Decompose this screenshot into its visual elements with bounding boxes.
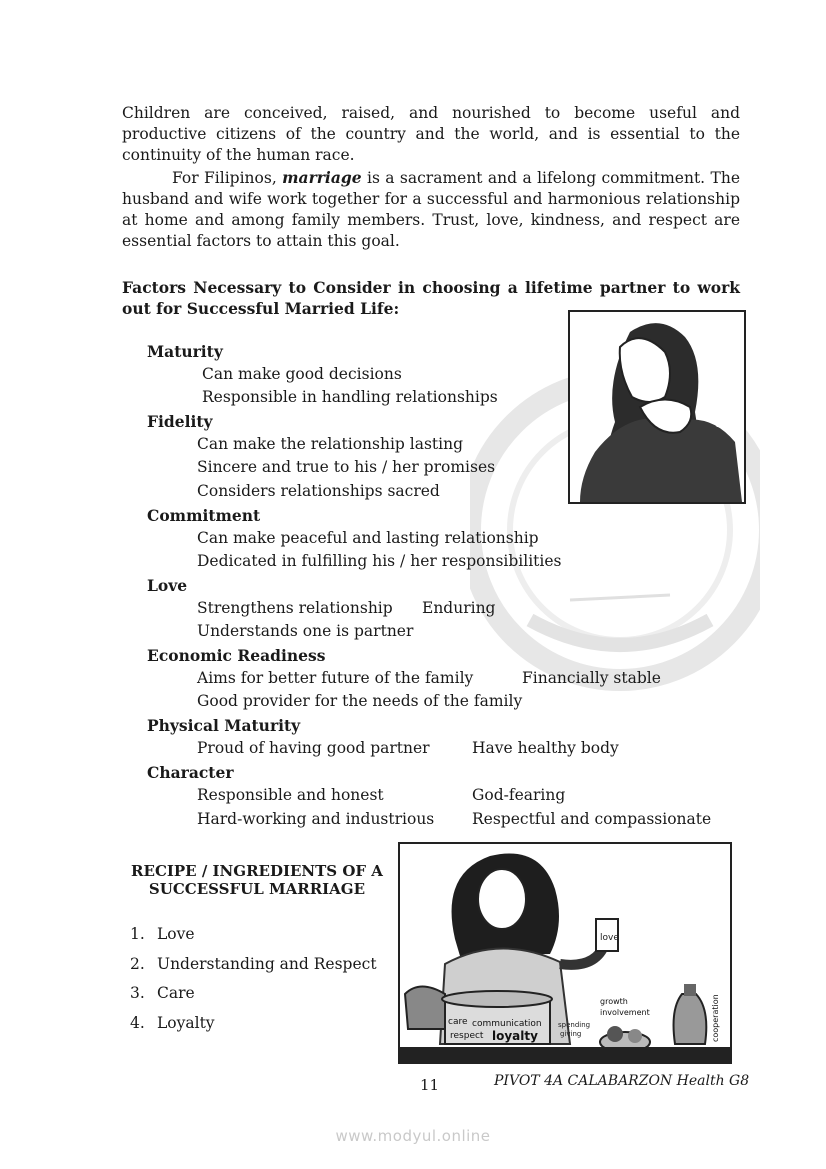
commitment-item: Can make peaceful and lasting relationship	[197, 529, 539, 547]
cooking-illustration	[398, 842, 732, 1064]
economic-item: Good provider for the needs of the family	[197, 692, 523, 710]
item-number: 4.	[130, 1014, 145, 1032]
fidelity-item: Can make the relationship lasting	[197, 435, 464, 453]
page-number: 11	[420, 1076, 440, 1094]
cooperation-label: cooperation	[711, 994, 720, 1042]
factors-heading: Factors Necessary to Consider in choosing a lifetime partner to work out for Successful Married Life:	[122, 278, 740, 318]
intro-paragraph-2	[122, 167, 740, 252]
couple-illustration	[568, 310, 746, 504]
love-item: Enduring	[422, 599, 496, 617]
fidelity-item: Considers relationships sacred	[197, 482, 440, 500]
physical-item: Have healthy body	[472, 739, 619, 757]
character-item: Hard-working and industrious	[197, 810, 435, 828]
pot-communication-label: communication	[472, 1019, 542, 1029]
maturity-item: Responsible in handling relationships	[202, 388, 498, 406]
factor-title-maturity: Maturity	[147, 342, 223, 361]
intro-paragraph-1: Children are conceived, raised, and nourished to become useful and productive citizens of the country and the world, and is essential to the continuity of the human race.	[122, 104, 740, 164]
factor-title-character: Character	[147, 763, 234, 782]
footer-series: PIVOT 4A CALABARZON Health G8	[494, 1073, 750, 1089]
para2-start: For Filipinos,	[172, 169, 277, 187]
item-label: Understanding and Respect	[157, 955, 377, 973]
recipe-title	[122, 862, 392, 898]
character-item: God-fearing	[472, 786, 566, 804]
recipe-item	[130, 955, 377, 973]
couple-drawing	[570, 312, 744, 502]
love-item: Strengthens relationship	[197, 599, 393, 617]
economic-item: Financially stable	[522, 669, 661, 687]
spoon-label: spending	[558, 1021, 591, 1029]
pot-loyalty-label: loyalty	[492, 1029, 538, 1043]
commitment-item: Dedicated in fulfilling his / her responsibilities	[197, 552, 562, 570]
item-label: Loyalty	[157, 1014, 215, 1032]
item-number: 2.	[130, 955, 145, 973]
para2-rest: is a sacrament and a lifelong commitment. The husband and wife work together for a successful and harmonious relationship at home and among family members. Trust, love, kindness, and respect are essential factors to attain this goal.	[122, 169, 740, 250]
factor-title-fidelity: Fidelity	[147, 412, 213, 431]
cooking-drawing	[400, 844, 730, 1062]
recipe-item	[130, 984, 195, 1002]
character-item: Responsible and honest	[197, 786, 384, 804]
item-number: 3.	[130, 984, 145, 1002]
pot-care-label: care	[448, 1017, 468, 1027]
factor-title-commitment: Commitment	[147, 506, 261, 525]
jar-label: love	[600, 933, 619, 943]
spoon2-label: giving	[560, 1030, 582, 1038]
marriage-term: marriage	[282, 168, 362, 187]
recipe-item	[130, 925, 195, 943]
factor-title-love: Love	[147, 576, 188, 595]
character-item: Respectful and compassionate	[472, 810, 712, 828]
economic-item: Aims for better future of the family	[197, 669, 474, 687]
recipe-title-line2: SUCCESSFUL MARRIAGE	[148, 880, 366, 898]
factor-title-physical: Physical Maturity	[147, 716, 301, 735]
item-label: Love	[157, 925, 195, 943]
involvement-label: involvement	[600, 1008, 650, 1017]
site-watermark: www.modyul.online	[335, 1127, 491, 1145]
factor-title-economic: Economic Readiness	[147, 646, 326, 665]
maturity-item: Can make good decisions	[202, 365, 402, 383]
item-label: Care	[157, 984, 195, 1002]
fidelity-item: Sincere and true to his / her promises	[197, 458, 496, 476]
item-number: 1.	[130, 925, 145, 943]
physical-item: Proud of having good partner	[197, 739, 430, 757]
recipe-item	[130, 1014, 215, 1032]
recipe-title-line1: RECIPE / INGREDIENTS OF A	[131, 862, 383, 880]
love-item: Understands one is partner	[197, 622, 414, 640]
growth-label: growth	[600, 997, 628, 1006]
pot-respect-label: respect	[450, 1031, 484, 1041]
